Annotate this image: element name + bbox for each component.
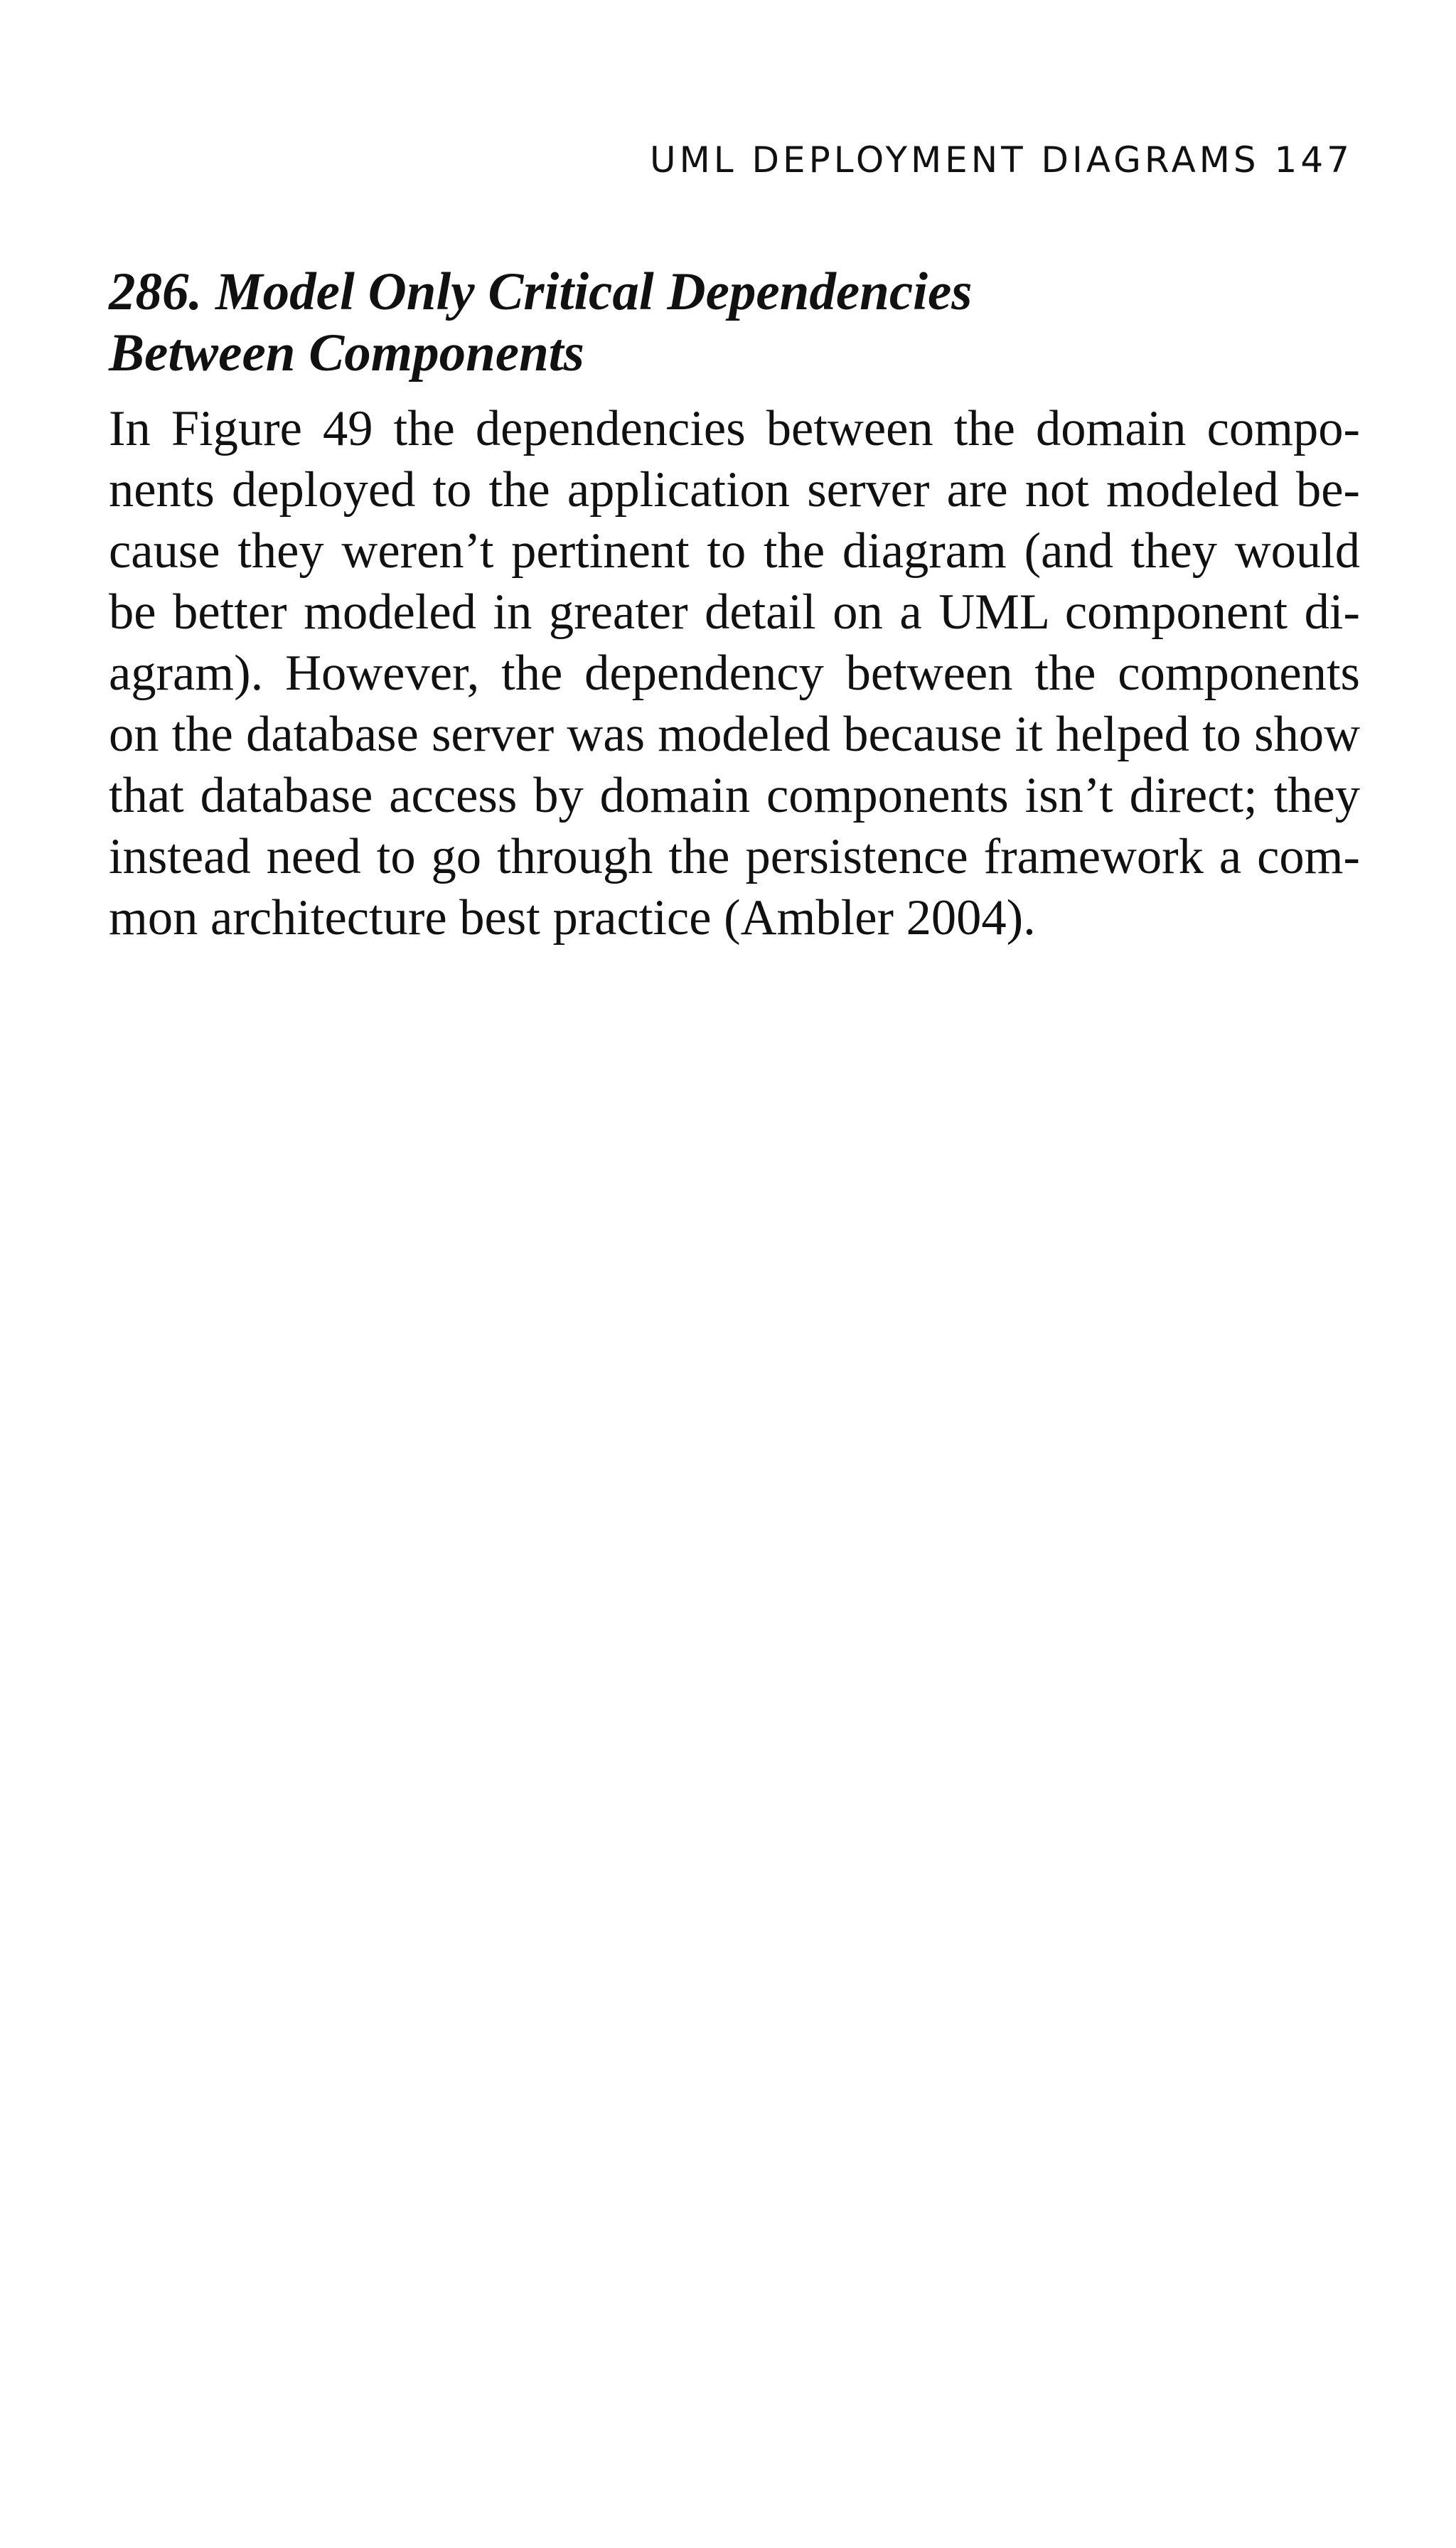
- body-line: on the database server was modeled because it helped to show: [109, 707, 1360, 762]
- body-line: agram). However, the dependency between the components: [109, 646, 1360, 701]
- body-line: nents deployed to the application server are not modeled be-: [109, 462, 1360, 518]
- section-heading-line: Between Components: [109, 323, 584, 382]
- section-heading-line: 286. Model Only Critical Dependencies: [109, 262, 973, 321]
- running-header: UML DEPLOYMENT DIAGRAMS 147: [650, 139, 1353, 181]
- section-heading: [109, 262, 1353, 384]
- body-line: In Figure 49 the dependencies between the domain compo-: [109, 401, 1360, 456]
- body-line: that database access by domain components isn’t direct; they: [109, 768, 1360, 823]
- body-line: cause they weren’t pertinent to the diagram (and they would: [109, 523, 1360, 579]
- body-line: be better modeled in greater detail on a UML component di-: [109, 584, 1360, 640]
- body-line: mon architecture best practice (Ambler 2004).: [109, 890, 1036, 946]
- body-line: instead need to go through the persistence framework a com-: [109, 829, 1360, 884]
- body-paragraph: [109, 398, 1360, 948]
